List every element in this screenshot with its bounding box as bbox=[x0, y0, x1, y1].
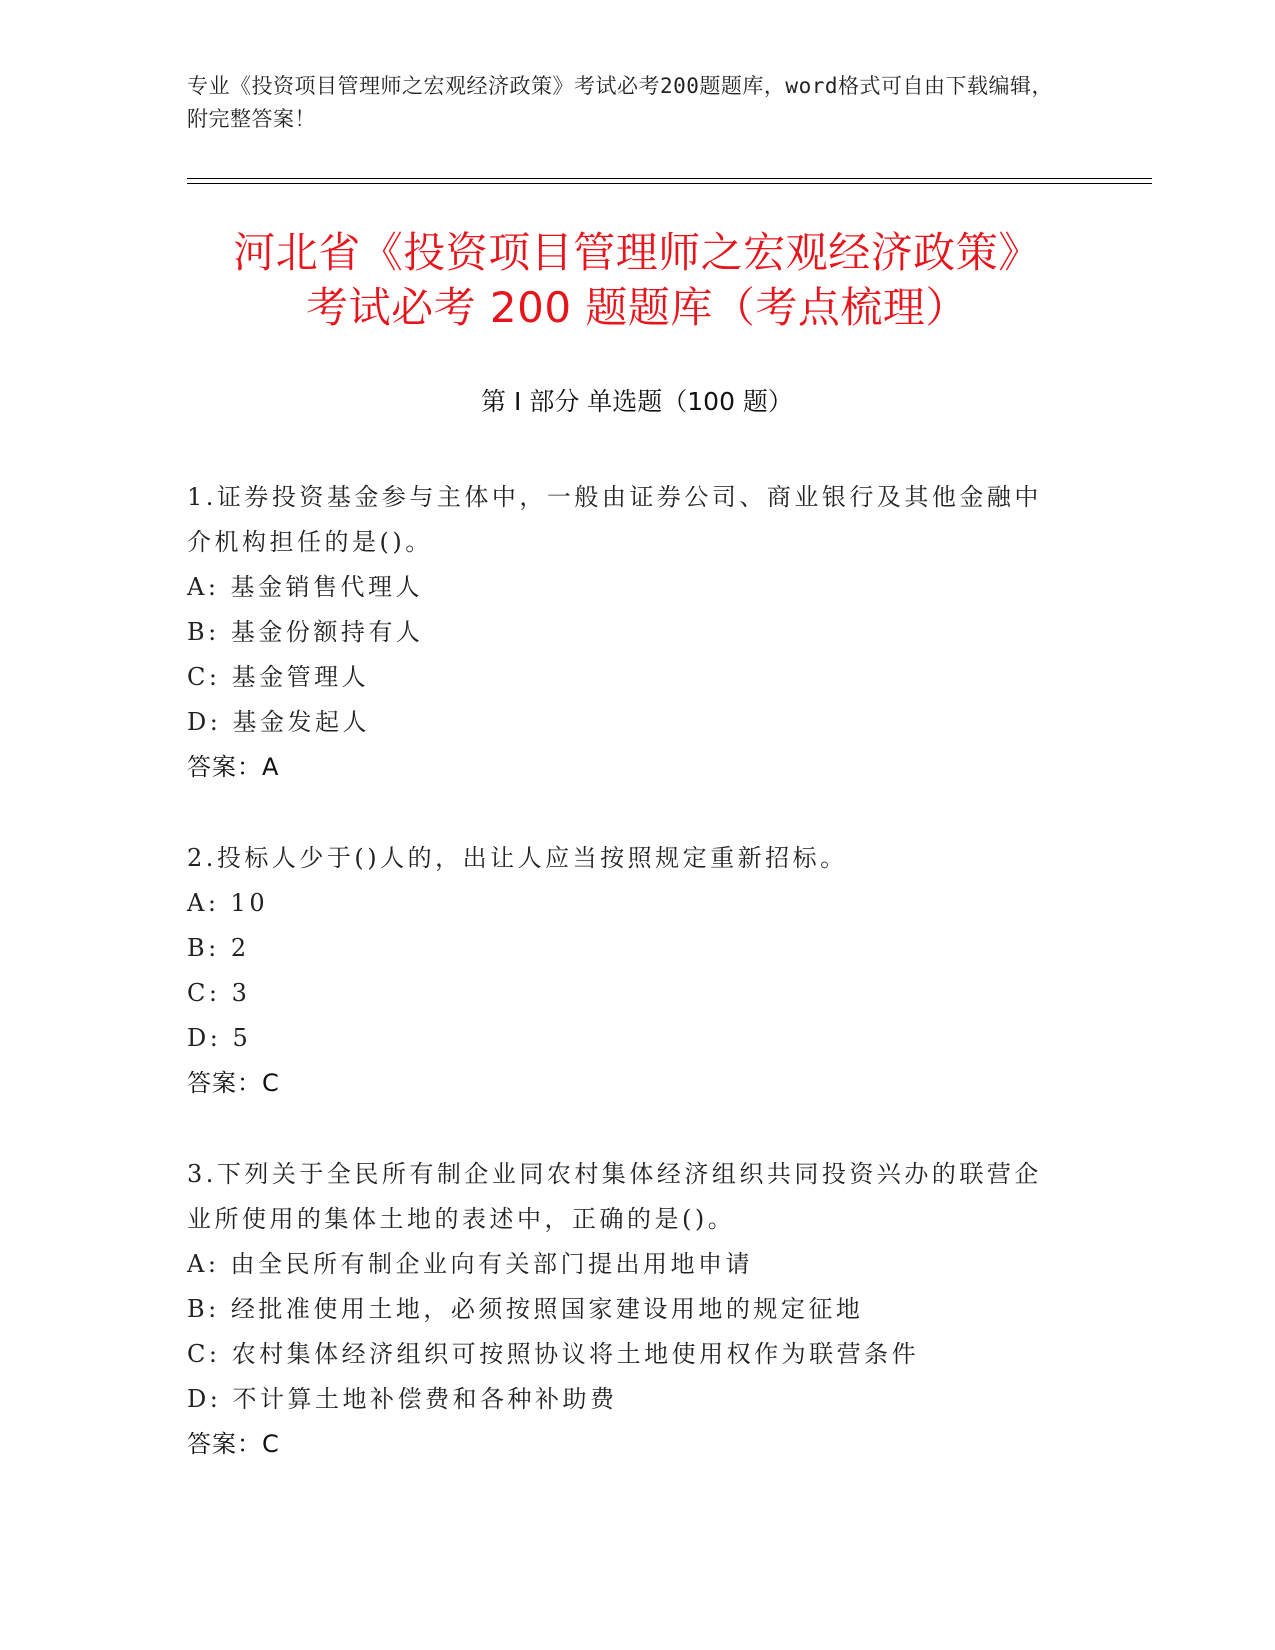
header-note: 专业《投资项目管理师之宏观经济政策》考试必考200题题库，word格式可自由下载编辑，附完整答案！ bbox=[187, 74, 1053, 131]
question-stem: 1.证券投资基金参与主体中，一般由证券公司、商业银行及其他金融中介机构担任的是()。 bbox=[187, 483, 1042, 556]
title-line-2: 考试必考 200 题题库（考点梳理） bbox=[306, 283, 968, 332]
option-c: C: 基金管理人 bbox=[187, 663, 370, 691]
answer: 答案：A bbox=[187, 753, 280, 781]
question-stem: 2.投标人少于()人的，出让人应当按照规定重新招标。 bbox=[187, 844, 848, 872]
question-1 bbox=[187, 475, 1067, 790]
question-list bbox=[187, 475, 1067, 1513]
answer: 答案：C bbox=[187, 1069, 280, 1097]
question-3 bbox=[187, 1152, 1067, 1467]
option-d: D: 不计算土地补偿费和各种补助费 bbox=[187, 1385, 618, 1413]
option-c: C: 农村集体经济组织可按照协议将土地使用权作为联营条件 bbox=[187, 1340, 920, 1368]
option-b: B: 2 bbox=[187, 934, 250, 962]
answer: 答案：C bbox=[187, 1430, 280, 1458]
option-a: A: 基金销售代理人 bbox=[187, 573, 424, 601]
option-b: B: 基金份额持有人 bbox=[187, 618, 424, 646]
document-title bbox=[137, 225, 1137, 335]
option-d: D: 基金发起人 bbox=[187, 708, 370, 736]
option-a: A: 10 bbox=[187, 889, 269, 917]
option-b: B: 经批准使用土地，必须按照国家建设用地的规定征地 bbox=[187, 1295, 864, 1323]
option-d: D: 5 bbox=[187, 1024, 252, 1052]
header-rule-top bbox=[187, 178, 1152, 179]
section-heading: 第 I 部分 单选题（100 题） bbox=[481, 387, 793, 416]
title-line-1: 河北省《投资项目管理师之宏观经济政策》 bbox=[233, 228, 1041, 277]
option-a: A: 由全民所有制企业向有关部门提出用地申请 bbox=[187, 1250, 754, 1278]
question-2 bbox=[187, 836, 1067, 1106]
header-rule-bottom bbox=[187, 183, 1152, 184]
question-stem: 3.下列关于全民所有制企业同农村集体经济组织共同投资兴办的联营企业所使用的集体土地的表述中，正确的是()。 bbox=[187, 1160, 1042, 1233]
option-c: C: 3 bbox=[187, 979, 251, 1007]
